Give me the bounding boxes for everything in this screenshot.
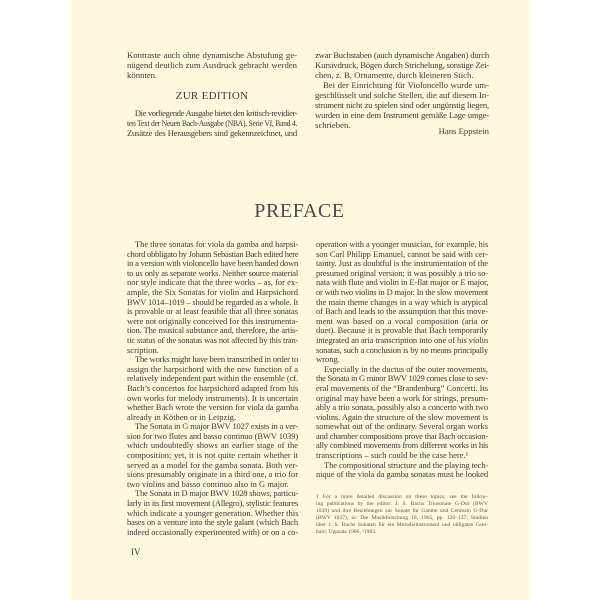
text-line: the Sonata in G minor BWV 1029 comes close to sev-	[316, 373, 488, 384]
page-number: IV	[131, 547, 141, 557]
text-line: The compositional structure and the playing tech-	[324, 459, 489, 470]
text-line: könnten.	[127, 70, 158, 80]
text-line: nor style indicate that the three works – as, for ex-	[127, 277, 298, 288]
text-line: to us only as separate works. Neither source material	[127, 267, 298, 278]
preface-left-column	[127, 240, 298, 537]
text-line: bases on a venture into the style galant (which Bach	[127, 517, 298, 528]
text-line: zwar Buchstaben (auch dynamische Angaben) durch	[315, 50, 489, 60]
text-line: Bei der Einrichtung für Violoncello wurde um-	[323, 80, 489, 90]
text-line: ing publications by the editor: J. S. Bachs Triosonate G-Dur (BWV	[316, 501, 488, 507]
text-line: eral movements of the “Brandenburg” Concerti. Its	[316, 382, 488, 393]
text-line: sions presumably originate in a third one, a trio for	[127, 469, 298, 480]
text-line: of Bach and leads to the assumption that this move-	[316, 306, 488, 317]
text-line: sion for two flutes and basso continuo (BWV 1039)	[127, 430, 299, 441]
footnote	[316, 494, 488, 536]
text-line: strument nicht zu spielen sind oder ungünstig liegen,	[315, 100, 489, 110]
author-signature: Hans Eppstein	[438, 126, 489, 136]
text-line: relatively independent part within the ensemble (cf.	[127, 373, 298, 384]
text-line: tic status of the sonatas was not affected by this tran-	[127, 334, 299, 345]
text-line: nique of the viola da gamba sonatas must be looked	[316, 469, 488, 480]
text-line: which indicate a younger generation. Whether this	[127, 507, 299, 518]
text-line: original may have been a work for strings, presum-	[316, 392, 488, 403]
text-line: über J. S. Bachs Sonaten für ein Melodieinstrument und obligates Cem-	[316, 522, 488, 528]
text-line: nügend deutlich zum Ausdruck gebracht werden	[127, 60, 297, 70]
text-line: tion. The musical substance and, therefore, the artis-	[127, 325, 298, 336]
text-line: own works for melody instruments). It is uncertain	[127, 392, 298, 403]
text-line: tainty. Just as doubtful is the instrumentation of the	[316, 258, 488, 269]
text-line: chord obbligato by Johann Sebastian Bach edited here	[127, 248, 299, 259]
text-line: which undoubtedly shows an earlier stage of the	[127, 440, 298, 451]
text-line: operation with a younger musician, for example, his	[316, 239, 489, 249]
text-line: already in Köthen or in Leipzig.	[127, 411, 237, 422]
text-line: ample, the Six Sonatas for violin and Harpsichord	[127, 286, 298, 297]
text-line: balo, Uppsala 1966, ²1983.	[316, 529, 377, 535]
text-line: ment was based on a vocal composition (aria or	[316, 315, 488, 326]
text-line: Kontraste auch ohne dynamische Abstufung ge-	[127, 50, 297, 60]
section-heading-zur-edition: ZUR EDITION	[175, 90, 249, 102]
text-line: wrong.	[316, 354, 340, 365]
text-line: or with two violins in D major. In the slow movement	[316, 286, 488, 297]
text-line: is provable or at least feasible that all three sonatas	[127, 306, 298, 317]
zur-edition-text	[127, 108, 297, 138]
page-title: PREFACE	[254, 200, 345, 222]
text-line: scription.	[127, 344, 159, 355]
text-line: sonatas, such a conclusion is by no means principally	[316, 344, 488, 355]
top-left-column	[127, 50, 297, 80]
preface-right-column	[316, 240, 488, 480]
text-line: the main theme changes in a way which is atypical	[316, 296, 488, 307]
text-line: wurden in eine dem Instrument gemäße Lage umge-	[315, 110, 489, 120]
text-line: were not originally conceived for this instrumenta-	[127, 315, 298, 326]
text-line: violins. Again the structure of the slow movement is	[316, 411, 488, 422]
text-line: The three sonatas for viola da gamba and harpsi-	[135, 239, 299, 249]
text-line: and chamber compositions prove that Bach occasion-	[316, 430, 488, 441]
text-line: composition; yet, it is not quite certain whether it	[127, 450, 298, 461]
text-line: schrieben.	[315, 120, 351, 130]
top-right-column	[315, 50, 489, 130]
text-line: ably a trio sonata, possibly also a concerto with two	[316, 402, 488, 413]
text-line: integrated an aria transcription into one of his violin	[316, 334, 488, 345]
text-line: presumed original version; it was possibly a trio so-	[316, 267, 488, 278]
text-line: The Sonata in G major BWV 1027 exists in a ver-	[135, 421, 299, 432]
text-line: indeed occasionally experimented with) or on a co-	[127, 526, 298, 537]
text-line: chen, z. B. Ornamente, durch kleineren Stich.	[315, 70, 474, 80]
text-line: in a version with violoncello have been handed down	[127, 258, 299, 269]
text-line: son Carl Philipp Emanuel, cannot be said with cer-	[316, 248, 488, 259]
text-line: somewhat out of the ordinary. Several organ works	[316, 421, 488, 432]
text-line: Die vorliegende Ausgabe bietet den kritisch-revidier-	[134, 108, 298, 118]
text-line: two violins and basso continuo also in G major.	[127, 478, 289, 489]
text-line: duet). Because it is provable that Bach temporarily	[316, 325, 488, 336]
text-line: Zusätze des Herausgebers sind gekennzeichnet, und	[127, 128, 297, 138]
text-line: larly in its first movement (Allegro), stylistic features	[127, 498, 298, 509]
text-line: whether Bach wrote the version for viola da gamba	[127, 402, 298, 413]
text-line: ten Text der Neuen Bach-Ausgabe (NBA), Serie VI, Band 4.	[127, 118, 298, 128]
text-line: Especially in the ductus of the outer movements,	[324, 363, 488, 374]
text-line: served as a model for the gamba sonata. Both ver-	[127, 459, 298, 470]
text-line: Bach’s concertos for harpsichord adapted from his	[127, 382, 299, 393]
text-line: assign the harpsichord with the new function of a	[127, 363, 298, 374]
text-line: geschlüsselt und solche Stellen, die auf diesem In-	[315, 90, 489, 100]
text-line: ally combined movements from different works in his	[316, 440, 488, 451]
text-line: transcriptions – such could be the case here.¹	[316, 450, 469, 461]
text-line: The Sonata in D major BWV 1028 shows, particu-	[135, 488, 299, 499]
text-line: (BWV 1027), in: Die Musikforschung 18, 1965, pp. 126–137; Studien	[316, 515, 488, 521]
text-line: nata with flute and violin in E-flat major or E major,	[316, 277, 489, 288]
text-line: The works might have been transcribed in order to	[135, 354, 298, 365]
text-line: Kursivdruck, Bögen durch Strichelung, sonstige Zei-	[315, 60, 489, 70]
text-line: BWV 1014–1019 – should be regarded as a whole. It	[127, 296, 298, 307]
text-line: 1039) und ihre Beziehungen zur Sonate für Gambe und Cembalo G-Dur	[316, 508, 488, 514]
text-line: 1 For a more detailed discussion on these topics, see the follow-	[316, 494, 488, 500]
